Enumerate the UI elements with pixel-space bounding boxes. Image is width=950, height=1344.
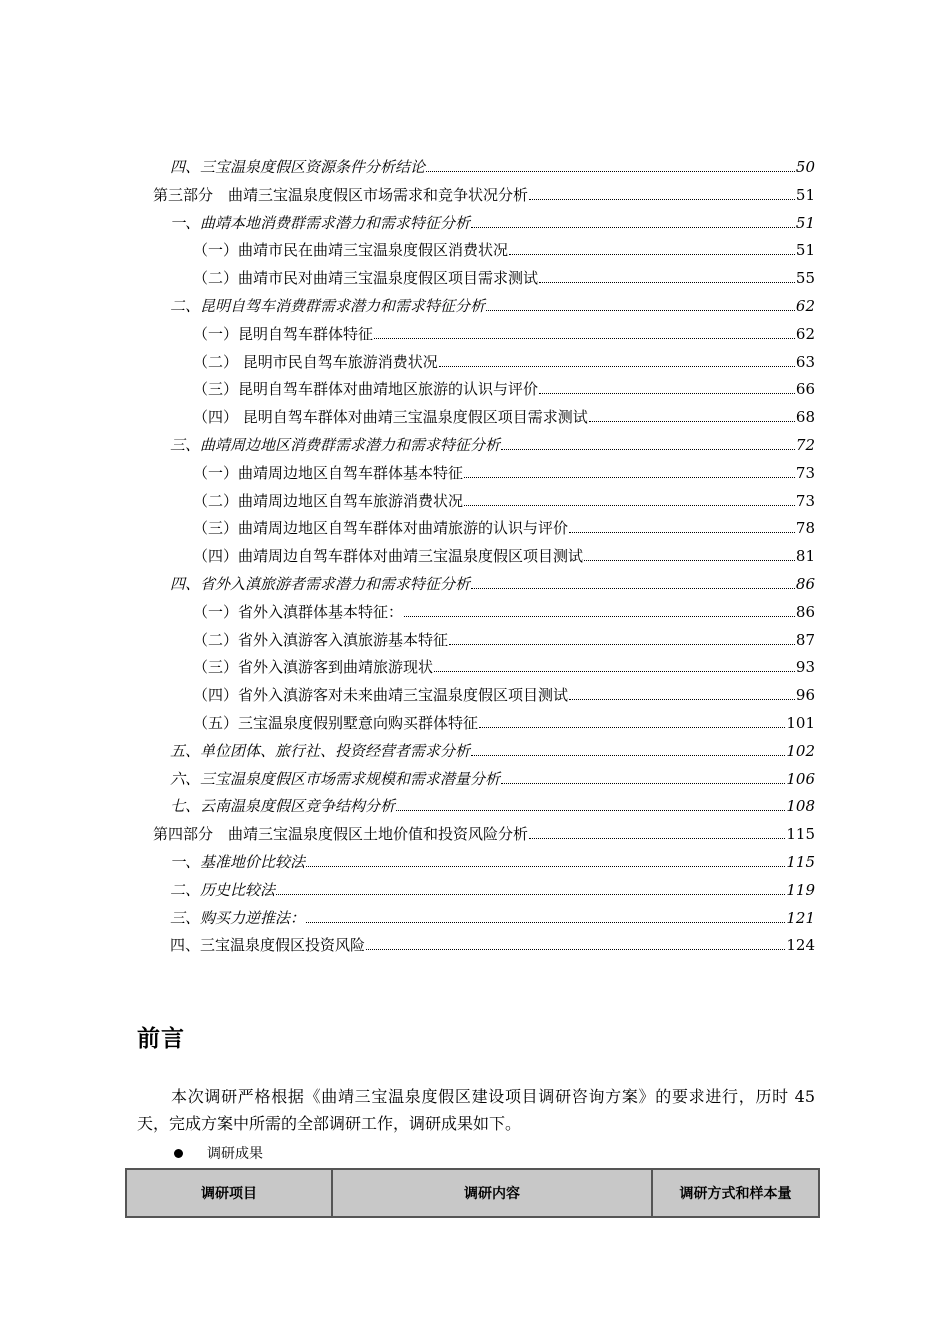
toc-entry[interactable] [170, 156, 815, 178]
toc-entry-title: （二） 昆明市民自驾车旅游消费状况 [193, 352, 438, 371]
toc-entry-title: 第三部分 曲靖三宝温泉度假区市场需求和竞争状况分析 [153, 185, 529, 204]
toc-entry-page: 73 [795, 463, 815, 482]
toc-entry[interactable] [170, 434, 815, 456]
toc-entry-title: 四、三宝温泉度假区资源条件分析结论 [170, 158, 426, 176]
toc-leader-dots [434, 657, 795, 672]
toc-leader-dots [396, 796, 785, 811]
toc-entry-title: （四）省外入滇游客对未来曲靖三宝温泉度假区项目测试 [193, 686, 569, 705]
table-header-cell: 调研方式和样本量 [652, 1169, 819, 1217]
toc-entry[interactable] [193, 378, 815, 400]
toc-entry-page: 63 [795, 352, 815, 371]
toc-entry-title: （一）曲靖市民在曲靖三宝温泉度假区消费状况 [193, 241, 509, 260]
toc-entry[interactable] [193, 351, 815, 373]
toc-leader-dots [366, 935, 785, 950]
toc-leader-dots [569, 685, 795, 700]
toc-entry-page: 115 [786, 825, 815, 844]
toc-entry[interactable] [193, 656, 815, 678]
toc-entry-title: 一、曲靖本地消费群需求潜力和需求特征分析 [170, 213, 471, 232]
toc-entry-page: 73 [795, 491, 815, 510]
toc-entry-page: 51 [795, 213, 815, 232]
toc-entry-page: 101 [786, 714, 815, 732]
toc-entry[interactable] [193, 490, 815, 512]
toc-leader-dots [501, 769, 785, 784]
toc-entry-title: （三）省外入滇游客到曲靖旅游现状 [193, 658, 434, 677]
toc-leader-dots [501, 435, 795, 450]
toc-entry-page: 62 [795, 297, 815, 315]
toc-entry-page: 108 [786, 797, 815, 816]
toc-entry-title: （二）省外入滇游客入滇旅游基本特征 [193, 630, 449, 649]
toc-entry-page: 66 [795, 380, 815, 399]
toc-leader-dots [539, 268, 795, 283]
toc-leader-dots [529, 824, 785, 839]
toc-entry-title: 第四部分 曲靖三宝温泉度假区土地价值和投资风险分析 [153, 825, 529, 844]
toc-entry-title: 五、单位团体、旅行社、投资经营者需求分析 [170, 741, 471, 760]
toc-entry-page: 50 [795, 158, 815, 176]
toc-leader-dots [471, 741, 785, 756]
toc-entry-title: （五）三宝温泉度假别墅意向购买群体特征 [193, 714, 479, 732]
toc-leader-dots [569, 518, 795, 533]
toc-entry[interactable] [193, 267, 815, 289]
toc-entry-title: 七、云南温泉度假区竞争结构分析 [170, 797, 396, 816]
toc-entry-page: 68 [795, 408, 815, 427]
toc-entry-title: （一）曲靖周边地区自驾车群体基本特征 [193, 463, 464, 482]
toc-entry[interactable] [170, 295, 815, 317]
toc-entry-page: 86 [795, 575, 815, 593]
toc-entry-title: 四、省外入滇旅游者需求潜力和需求特征分析 [170, 575, 471, 593]
toc-entry-page: 72 [795, 436, 815, 454]
toc-entry-page: 119 [786, 880, 815, 899]
toc-entry-page: 115 [786, 853, 815, 871]
toc-entry[interactable] [170, 768, 815, 790]
toc-leader-dots [486, 296, 795, 311]
toc-entry-title: 四、三宝温泉度假区投资风险 [170, 936, 366, 955]
toc-entry-page: 78 [795, 519, 815, 538]
toc-entry[interactable] [170, 934, 815, 956]
section-heading: 前言 [137, 1026, 185, 1052]
toc-entry-page: 55 [795, 269, 815, 288]
toc-entry[interactable] [153, 823, 815, 845]
toc-entry-page: 102 [786, 741, 815, 760]
toc-entry-page: 51 [795, 185, 815, 204]
toc-leader-dots [464, 463, 795, 478]
toc-leader-dots [439, 352, 795, 367]
toc-leader-dots [449, 630, 795, 645]
toc-entry-page: 121 [786, 908, 815, 927]
toc-leader-dots [589, 407, 795, 422]
toc-entry[interactable] [170, 740, 815, 762]
toc-entry-page: 96 [795, 686, 815, 705]
toc-leader-dots [529, 185, 795, 200]
toc-entry-title: 三、曲靖周边地区消费群需求潜力和需求特征分析 [170, 436, 501, 454]
toc-entry[interactable] [170, 879, 815, 901]
toc-entry[interactable] [193, 462, 815, 484]
toc-entry-title: 一、基准地价比较法 [170, 853, 306, 871]
toc-entry-title: （一）昆明自驾车群体特征 [193, 324, 374, 343]
toc-leader-dots [584, 546, 795, 561]
table-header-cell: 调研内容 [332, 1169, 652, 1217]
toc-leader-dots [306, 908, 785, 923]
bullet-label: 调研成果 [207, 1146, 263, 1162]
toc-leader-dots [374, 324, 795, 339]
toc-entry[interactable] [170, 212, 815, 234]
toc-entry-page: 51 [795, 241, 815, 260]
toc-leader-dots [404, 602, 795, 617]
toc-entry-title: （三）曲靖周边地区自驾车群体对曲靖旅游的认识与评价 [193, 519, 569, 538]
toc-entry-page: 62 [795, 324, 815, 343]
toc-leader-dots [306, 852, 785, 867]
toc-entry-page: 106 [786, 769, 815, 788]
toc-entry[interactable] [193, 545, 815, 567]
toc-entry[interactable] [170, 795, 815, 817]
toc-entry-title: 二、昆明自驾车消费群需求潜力和需求特征分析 [170, 297, 486, 315]
toc-entry-page: 81 [795, 547, 815, 566]
toc-entry[interactable] [193, 323, 815, 345]
toc-entry-page: 93 [795, 658, 815, 677]
toc-entry-title: 三、购买力逆推法： [170, 908, 306, 927]
toc-entry-title: （四） 昆明自驾车群体对曲靖三宝温泉度假区项目需求测试 [193, 408, 588, 427]
toc-entry-title: （二）曲靖市民对曲靖三宝温泉度假区项目需求测试 [193, 269, 539, 288]
toc-entry-title: （三）昆明自驾车群体对曲靖地区旅游的认识与评价 [193, 380, 539, 399]
toc-entry-page: 87 [795, 630, 815, 649]
toc-entry-title: （四）曲靖周边自驾车群体对曲靖三宝温泉度假区项目测试 [193, 547, 584, 566]
toc-entry[interactable] [193, 406, 815, 428]
toc-leader-dots [426, 157, 795, 172]
toc-entry-title: 六、三宝温泉度假区市场需求规模和需求潜量分析 [170, 769, 501, 788]
toc-leader-dots [464, 491, 795, 506]
intro-paragraph: 本次调研严格根据《曲靖三宝温泉度假区建设项目调研咨询方案》的要求进行，历时 45 天，完成方案中所需的全部调研工作，调研成果如下。 [137, 1087, 815, 1133]
toc-entry[interactable] [193, 601, 815, 623]
toc-leader-dots [509, 240, 795, 255]
bullet-dot-icon [174, 1149, 183, 1158]
toc-entry[interactable] [193, 517, 815, 539]
toc-entry[interactable] [170, 573, 815, 595]
toc-entry[interactable] [193, 239, 815, 261]
toc-entry[interactable] [193, 629, 815, 651]
toc-entry-title: （二）曲靖周边地区自驾车旅游消费状况 [193, 491, 464, 510]
toc-entry[interactable] [153, 184, 815, 206]
table-header-cell: 调研项目 [126, 1169, 332, 1217]
table-header-row [126, 1169, 819, 1217]
toc-entry-page: 124 [786, 936, 815, 955]
bullet-item [174, 1143, 263, 1163]
toc-leader-dots [471, 213, 795, 228]
toc-entry[interactable] [170, 907, 815, 929]
toc-entry[interactable] [193, 712, 815, 734]
results-table [125, 1168, 820, 1218]
toc-leader-dots [276, 880, 785, 895]
toc-leader-dots [539, 379, 795, 394]
toc-entry-title: （一）省外入滇群体基本特征： [193, 602, 404, 621]
toc-entry[interactable] [193, 684, 815, 706]
toc-entry-title: 二、历史比较法 [170, 880, 276, 899]
toc-leader-dots [479, 713, 785, 728]
toc-leader-dots [471, 574, 795, 589]
toc-entry[interactable] [170, 851, 815, 873]
toc-entry-page: 86 [795, 602, 815, 621]
